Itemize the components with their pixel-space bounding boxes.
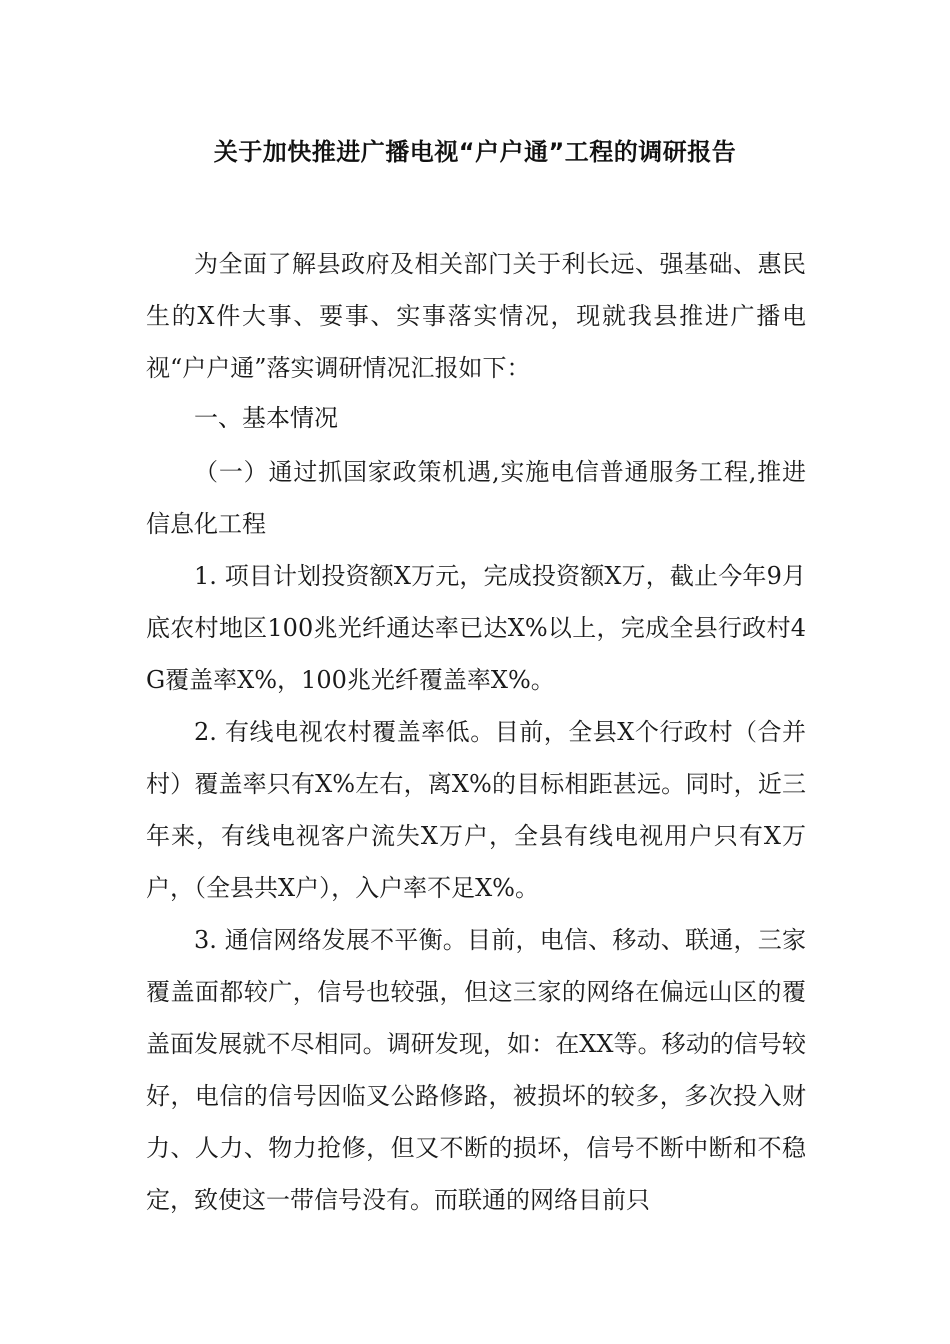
item-3-block — [146, 914, 806, 1226]
intro-paragraph: 为全面了解县政府及相关部门关于利长远、强基础、惠民生的X件大事、要事、实事落实情况，现就我县推进广播电视“户户通”落实调研情况汇报如下： — [146, 250, 806, 382]
list-item: 2. 有线电视农村覆盖率低。目前，全县X个行政村（合并村）覆盖率只有X%左右，离X%的目标相距甚远。同时，近三年来，有线电视客户流失X万户，全县有线电视用户只有X万户，（全县共X户），入户率不足X%。 — [146, 718, 806, 902]
intro-paragraph-block — [146, 238, 806, 394]
document-title: 关于加快推进广播电视“户户通”工程的调研报告 — [213, 138, 737, 166]
list-item: 3. 通信网络发展不平衡。目前，电信、移动、联通，三家覆盖面都较广，信号也较强，但这三家的网络在偏远山区的覆盖面发展就不尽相同。调研发现，如：在XX等。移动的信号较好，电信的信号因临叉公路修路，被损坏的较多，多次投入财力、人力、物力抢修，但又不断的损坏，信号不断中断和不稳定，致使这一带信号没有。而联通的网络目前只 — [146, 926, 806, 1214]
subsection-heading: （一）通过抓国家政策机遇,实施电信普通服务工程,推进信息化工程 — [146, 458, 806, 538]
section-heading: 一、基本情况 — [194, 404, 338, 432]
list-item: 1. 项目计划投资额X万元，完成投资额X万，截止今年9月底农村地区100兆光纤通达率已达X%以上，完成全县行政村4G覆盖率X%，100兆光纤覆盖率X%。 — [146, 562, 806, 694]
section-heading-block — [146, 392, 806, 444]
item-2-block — [146, 706, 806, 914]
item-1-block — [146, 550, 806, 706]
subsection-block — [146, 446, 806, 550]
